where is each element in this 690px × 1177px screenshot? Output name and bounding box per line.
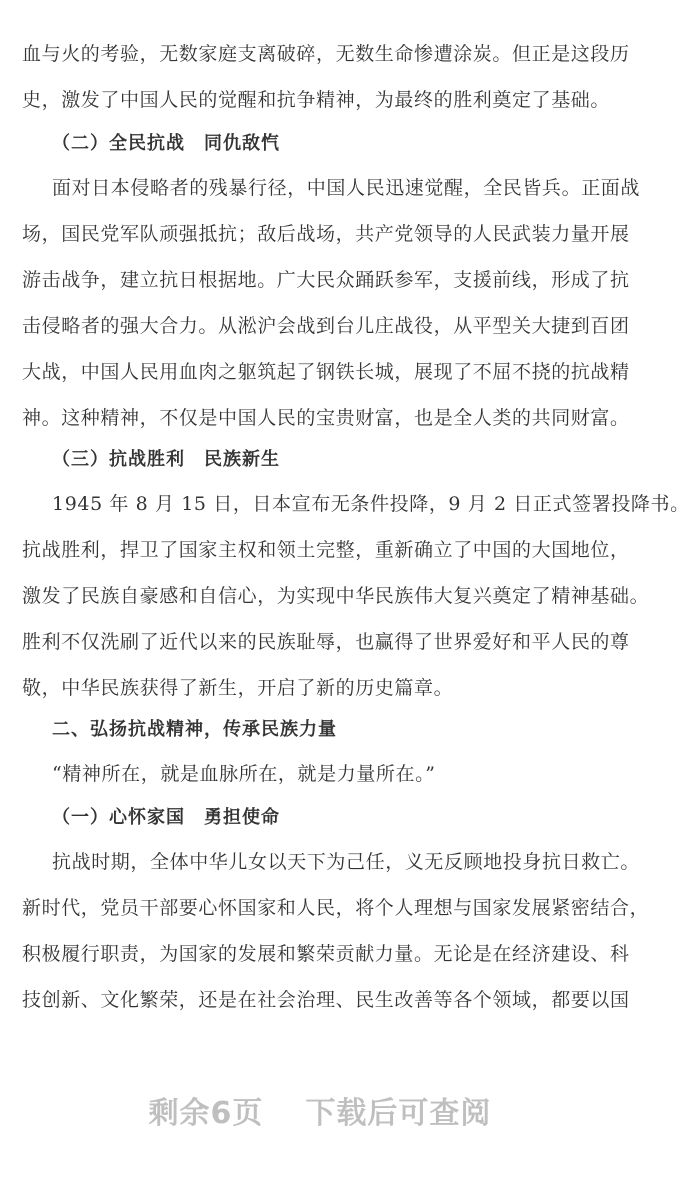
body-line: 血与火的考验，无数家庭支离破碎，无数生命惨遭涂炭。但正是这段历	[22, 43, 630, 65]
section-heading: （三）抗战胜利 民族新生	[52, 449, 280, 470]
body-line: 积极履行职责，为国家的发展和繁荣贡献力量。无论是在经济建设、科	[22, 943, 630, 965]
body-line: 游击战争，建立抗日根据地。广大民众踊跃参军，支援前线，形成了抗	[22, 269, 630, 291]
body-line: 史，激发了中国人民的觉醒和抗争精神，为最终的胜利奠定了基础。	[22, 89, 611, 111]
body-line: 场，国民党军队顽强抵抗；敌后战场，共产党领导的人民武装力量开展	[22, 223, 630, 245]
body-line: 击侵略者的强大合力。从淞沪会战到台儿庄战役，从平型关大捷到百团	[22, 315, 630, 337]
chapter-heading: 二、弘扬抗战精神，传承民族力量	[52, 719, 337, 740]
body-line: 抗战胜利，捍卫了国家主权和领土完整，重新确立了中国的大国地位，	[22, 539, 630, 561]
body-line: 敬，中华民族获得了新生，开启了新的历史篇章。	[22, 677, 454, 699]
body-line: 神。这种精神，不仅是中国人民的宝贵财富，也是全人类的共同财富。	[22, 407, 630, 429]
download-prompt[interactable]	[0, 1094, 640, 1134]
section-heading: （一）心怀家国 勇担使命	[52, 807, 280, 828]
section-heading: （二）全民抗战 同仇敌忾	[52, 133, 280, 154]
body-line: 大战，中国人民用血肉之躯筑起了钢铁长城，展现了不屈不挠的抗战精	[22, 361, 630, 383]
quote-line: “精神所在，就是血脉所在，就是力量所在。”	[52, 763, 436, 785]
body-line: 新时代，党员干部要心怀国家和人民，将个人理想与国家发展紧密结合，	[22, 897, 650, 919]
body-line: 抗战时期，全体中华儿女以天下为己任，义无反顾地投身抗日救亡。	[52, 851, 641, 873]
body-line: 面对日本侵略者的残暴行径，中国人民迅速觉醒，全民皆兵。正面战	[52, 177, 641, 199]
body-line: 1945 年 8 月 15 日，日本宣布无条件投降，9 月 2 日正式签署投降书。	[52, 493, 690, 515]
body-line: 激发了民族自豪感和自信心，为实现中华民族伟大复兴奠定了精神基础。	[22, 585, 650, 607]
remaining-pages-label: 剩余6页	[148, 1096, 264, 1131]
body-line: 胜利不仅洗刷了近代以来的民族耻辱，也赢得了世界爱好和平人民的尊	[22, 631, 630, 653]
download-to-read-label: 下载后可查阅	[305, 1096, 492, 1131]
body-line: 技创新、文化繁荣，还是在社会治理、民生改善等各个领域，都要以国	[22, 989, 630, 1011]
